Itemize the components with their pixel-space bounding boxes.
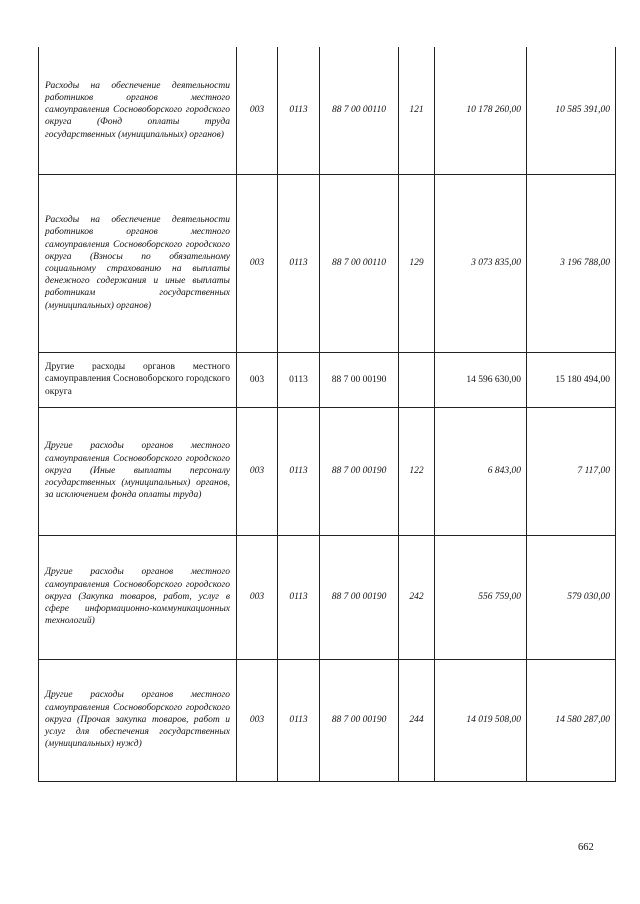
- amount-year-1: 10 178 260,00: [435, 47, 527, 174]
- expense-type-code: 121: [399, 47, 435, 174]
- amount-year-2: 7 117,00: [527, 407, 616, 535]
- row-description: Расходы на обеспечение деятельности работников органов местного самоуправления Сосновоборского городского округа (Взносы по обязательному социальному страхованию на выплаты денежного содержания и иные выплаты работникам государственных (муниципальных) органов): [39, 174, 237, 352]
- table-row: [39, 407, 616, 535]
- amount-year-2: 10 585 391,00: [527, 47, 616, 174]
- target-article-code: 88 7 00 00190: [320, 407, 399, 535]
- amount-year-1: 556 759,00: [435, 535, 527, 659]
- table-row: [39, 47, 616, 174]
- ministry-code: 003: [237, 47, 278, 174]
- table-row: [39, 659, 616, 781]
- amount-year-2: 14 580 287,00: [527, 659, 616, 781]
- target-article-code: 88 7 00 00110: [320, 174, 399, 352]
- table-row: [39, 174, 616, 352]
- section-code: 0113: [278, 47, 320, 174]
- section-code: 0113: [278, 659, 320, 781]
- expense-type-code: 244: [399, 659, 435, 781]
- table-row: [39, 352, 616, 407]
- table-body: [39, 47, 616, 781]
- ministry-code: 003: [237, 174, 278, 352]
- row-description: Другие расходы органов местного самоуправления Сосновоборского городского округа: [39, 352, 237, 407]
- ministry-code: 003: [237, 535, 278, 659]
- row-description: Другие расходы органов местного самоуправления Сосновоборского городского округа (Иные выплаты персоналу государственных (муниципальных) органов, за исключением фонда оплаты труда): [39, 407, 237, 535]
- expense-type-code: 242: [399, 535, 435, 659]
- row-description: Другие расходы органов местного самоуправления Сосновоборского городского округа (Закупка товаров, работ, услуг в сфере информационно-коммуникационных технологий): [39, 535, 237, 659]
- section-code: 0113: [278, 174, 320, 352]
- amount-year-2: 3 196 788,00: [527, 174, 616, 352]
- expense-type-code: [399, 352, 435, 407]
- amount-year-2: 579 030,00: [527, 535, 616, 659]
- table-row: [39, 535, 616, 659]
- target-article-code: 88 7 00 00190: [320, 352, 399, 407]
- section-code: 0113: [278, 352, 320, 407]
- ministry-code: 003: [237, 407, 278, 535]
- amount-year-2: 15 180 494,00: [527, 352, 616, 407]
- amount-year-1: 14 596 630,00: [435, 352, 527, 407]
- expense-type-code: 129: [399, 174, 435, 352]
- expense-type-code: 122: [399, 407, 435, 535]
- target-article-code: 88 7 00 00190: [320, 659, 399, 781]
- section-code: 0113: [278, 407, 320, 535]
- amount-year-1: 14 019 508,00: [435, 659, 527, 781]
- budget-table: [38, 47, 616, 782]
- ministry-code: 003: [237, 659, 278, 781]
- amount-year-1: 3 073 835,00: [435, 174, 527, 352]
- row-description: Расходы на обеспечение деятельности работников органов местного самоуправления Сосновоборского городского округа (Фонд оплаты труда государственных (муниципальных) органов): [39, 47, 237, 174]
- row-description: Другие расходы органов местного самоуправления Сосновоборского городского округа (Прочая закупка товаров, работ и услуг для обеспечения государственных (муниципальных) нужд): [39, 659, 237, 781]
- target-article-code: 88 7 00 00110: [320, 47, 399, 174]
- target-article-code: 88 7 00 00190: [320, 535, 399, 659]
- amount-year-1: 6 843,00: [435, 407, 527, 535]
- ministry-code: 003: [237, 352, 278, 407]
- page-number: 662: [578, 842, 594, 853]
- section-code: 0113: [278, 535, 320, 659]
